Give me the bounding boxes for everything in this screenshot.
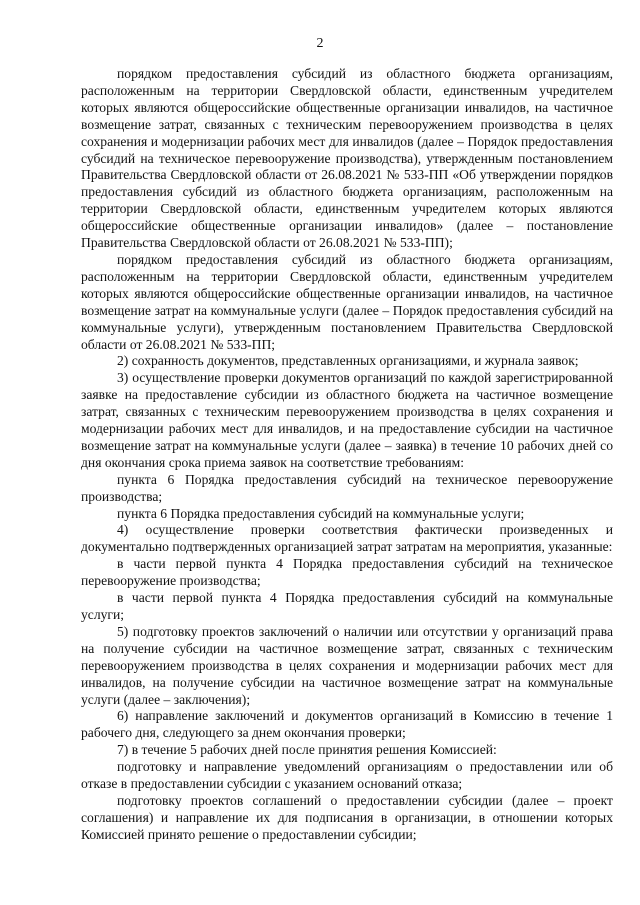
paragraph: в части первой пункта 4 Порядка предоставления субсидий на коммунальные услуги; xyxy=(81,590,613,622)
paragraph: подготовку проектов соглашений о предоставлении субсидии (далее – проект соглашения) и направление их для подписания в организации, в отношении которых Комиссией принято решение о предоставлении субсидии; xyxy=(81,792,613,842)
paragraph: 5) подготовку проектов заключений о наличии или отсутствии у организаций права на получение субсидии на частичное возмещение затрат, связанных с техническим перевооружением производства в целях сохранения и модернизации рабочих мест для инвалидов, на получение субсидии на частичное возмещение затрат на коммунальные услуги (далее – заключения); xyxy=(81,623,613,707)
paragraph: пункта 6 Порядка предоставления субсидий на техническое перевооружение производства; xyxy=(81,471,613,504)
paragraph: 2) сохранность документов, представленных организациями, и журнала заявок; xyxy=(117,353,579,369)
paragraph: пункта 6 Порядка предоставления субсидий на коммунальные услуги; xyxy=(117,505,525,521)
paragraph: порядком предоставления субсидий из областного бюджета организациям, расположенным на территории Свердловской области, единственным учредителем которых являются общероссийские общественные организации инвалидов, на частичное возмещение затрат на коммунальные услуги (далее – Порядок предоставления субсидий на коммунальные услуги), утвержденным постановлением Правительства Свердловской области от 26.08.2021 № 533-ПП; xyxy=(81,251,613,352)
page-number: 2 xyxy=(316,36,324,51)
paragraph: подготовку и направление уведомлений организациям о предоставлении или об отказе в предоставлении субсидии с указанием оснований отказа; xyxy=(81,759,613,792)
paragraph: в части первой пункта 4 Порядка предоставления субсидий на техническое перевооружение производства; xyxy=(81,556,613,589)
document-body xyxy=(81,66,613,844)
paragraph: 6) направление заключений и документов организаций в Комиссию в течение 1 рабочего дня, следующего за днем окончания проверки; xyxy=(81,708,613,741)
paragraph: 4) осуществление проверки соответствия фактически произведенных и документально подтвержденных организацией затрат затратам на мероприятия, указанные: xyxy=(81,522,613,555)
paragraph: 3) осуществление проверки документов организаций по каждой зарегистрированной заявке на предоставление субсидии из областного бюджета на частичное возмещение затрат, связанных с техническим перевооружением производства в целях сохранения и модернизации рабочих мест для инвалидов, и на предоставление субсидии на частичное возмещение затрат на коммунальные услуги (далее – заявка) в течение 10 рабочих дней со дня окончания срока приема заявок на соответствие требованиям: xyxy=(81,370,613,470)
paragraph: порядком предоставления субсидий из областного бюджета организациям, расположенным на территории Свердловской области, единственным учредителем которых являются общероссийские общественные организации инвалидов, на частичное возмещение затрат, связанных с техническим перевооружением производства в целях сохранения и модернизации рабочих мест для инвалидов (далее – Порядок предоставления субсидий на техническое перевооружение производства), утвержденным постановлением Правительства Свердловской области от 26.08.2021 № 533-ПП «Об утверждении порядков предоставления субсидий из областного бюджета организациям, расположенным на территории Свердловской области, единственным учредителем которых являются общероссийские общественные организации инвалидов» (далее – постановление Правительства Свердловской области от 26.08.2021 № 533-ПП); xyxy=(81,66,613,251)
paragraph: 7) в течение 5 рабочих дней после принятия решения Комиссией: xyxy=(117,742,497,758)
